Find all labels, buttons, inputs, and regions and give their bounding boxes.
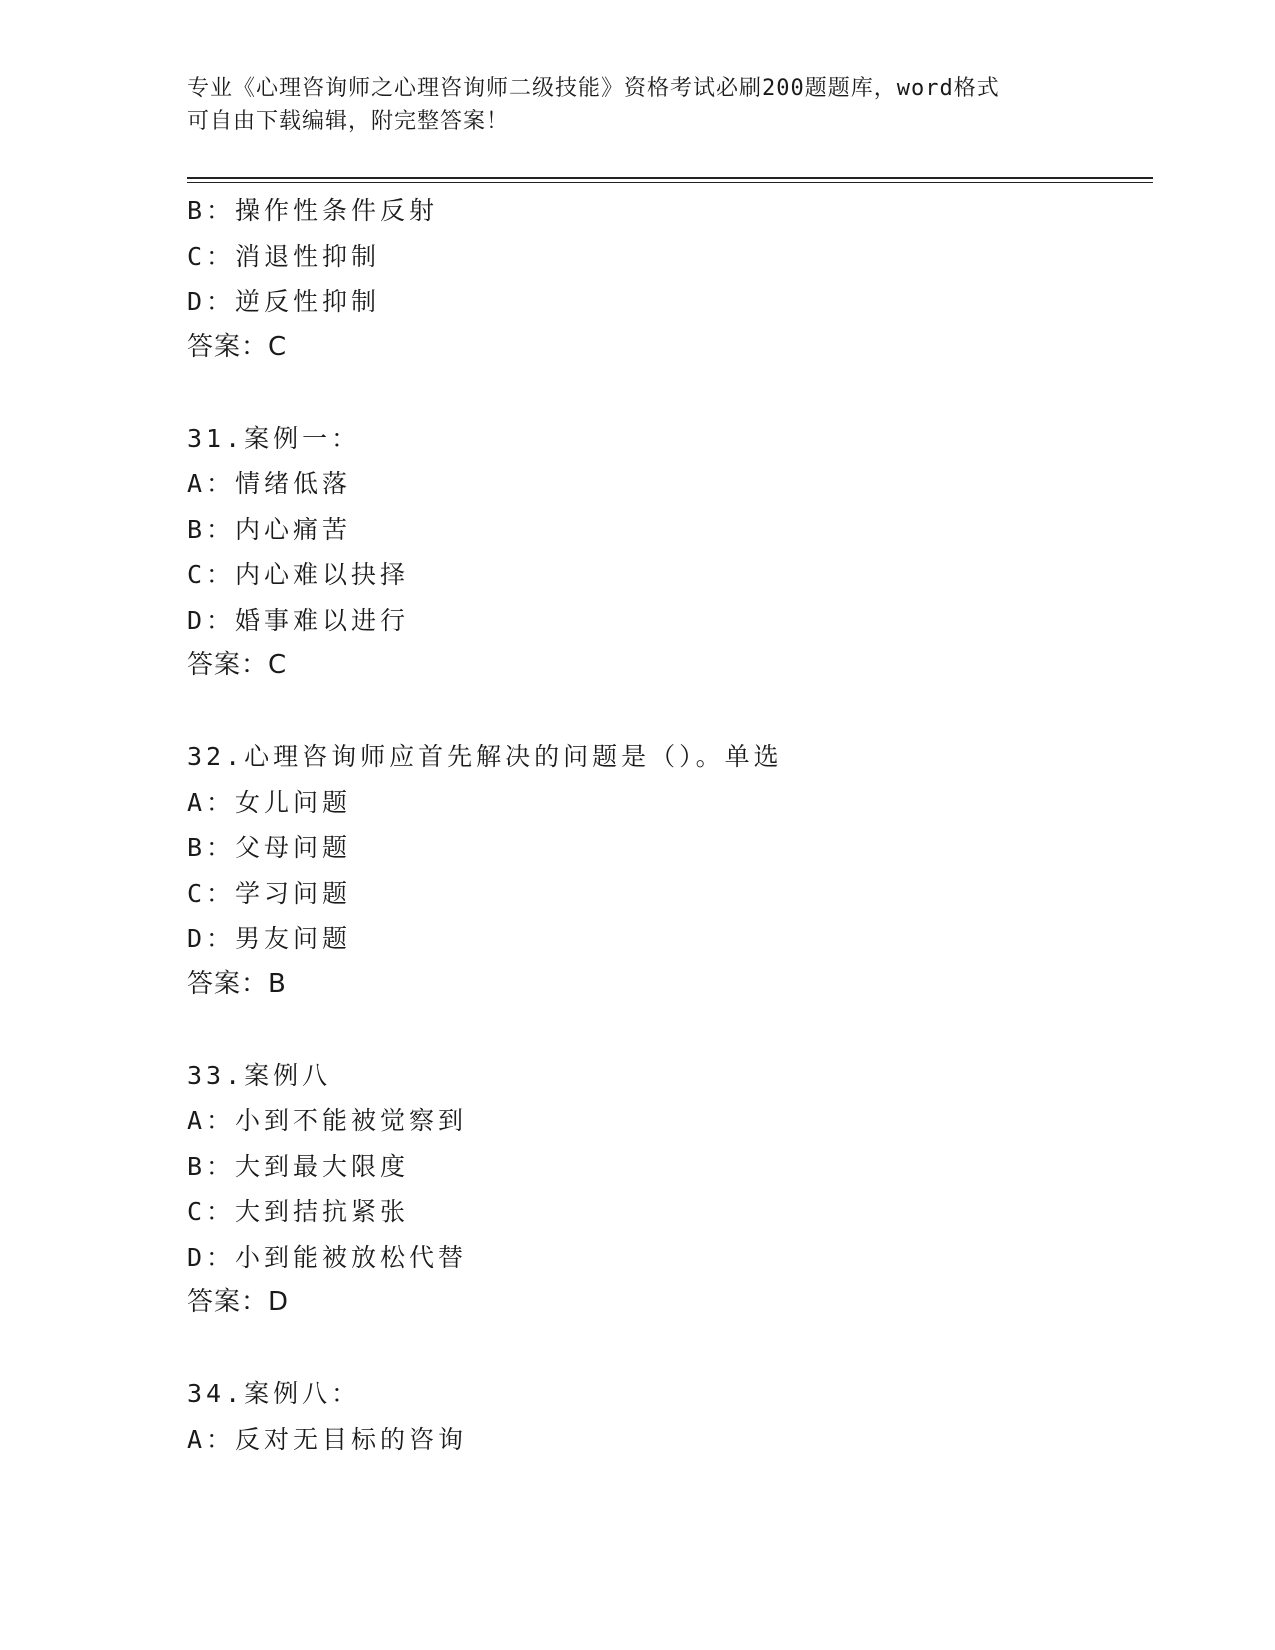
header-divider-thin (187, 182, 1153, 183)
option-c: C：内心难以抉择 (187, 560, 410, 589)
question-block-33 (187, 1053, 1153, 1326)
option-c: C：消退性抑制 (187, 241, 381, 271)
spacer (187, 1007, 1153, 1053)
option-c: C：大到拮抗紧张 (187, 1197, 410, 1226)
header-line-1: 专业《心理咨询师之心理咨询师二级技能》资格考试必刷200题题库，word格式 (187, 76, 1000, 101)
option-b: B：父母问题 (187, 833, 352, 862)
question-title: 34.案例八： (187, 1379, 361, 1408)
answer-line: 答案：B (187, 968, 287, 999)
question-block-31 (187, 416, 1153, 689)
option-b: B：操作性条件反射 (187, 196, 439, 225)
option-a: A：反对无目标的咨询 (187, 1424, 468, 1454)
option-b: B：大到最大限度 (187, 1151, 410, 1181)
option-c: C：学习问题 (187, 878, 352, 908)
option-a: A：小到不能被觉察到 (187, 1106, 468, 1135)
option-b: B：内心痛苦 (187, 514, 352, 544)
answer-line: 答案：C (187, 331, 288, 362)
question-title: 32.心理咨询师应首先解决的问题是（）。单选 (187, 742, 783, 771)
spacer (187, 1326, 1153, 1372)
document-header (187, 72, 1087, 138)
answer-line: 答案：C (187, 650, 288, 680)
question-title: 33.案例八 (187, 1060, 332, 1090)
spacer (187, 370, 1153, 416)
option-d: D：小到能被放松代替 (187, 1242, 468, 1272)
option-d: D：婚事难以进行 (187, 605, 410, 635)
question-block-continued (187, 188, 1153, 370)
question-title: 31.案例一： (187, 423, 361, 453)
answer-line: 答案：D (187, 1287, 290, 1317)
question-block-32 (187, 734, 1153, 1007)
option-a: A：情绪低落 (187, 469, 352, 498)
option-d: D：逆反性抑制 (187, 287, 381, 316)
option-d: D：男友问题 (187, 924, 352, 953)
header-line-2: 可自由下载编辑，附完整答案！ (187, 109, 510, 134)
question-block-34 (187, 1371, 1153, 1462)
header-divider-thick (187, 177, 1153, 179)
option-a: A：女儿问题 (187, 787, 352, 817)
question-list (187, 188, 1153, 1462)
spacer (187, 689, 1153, 735)
